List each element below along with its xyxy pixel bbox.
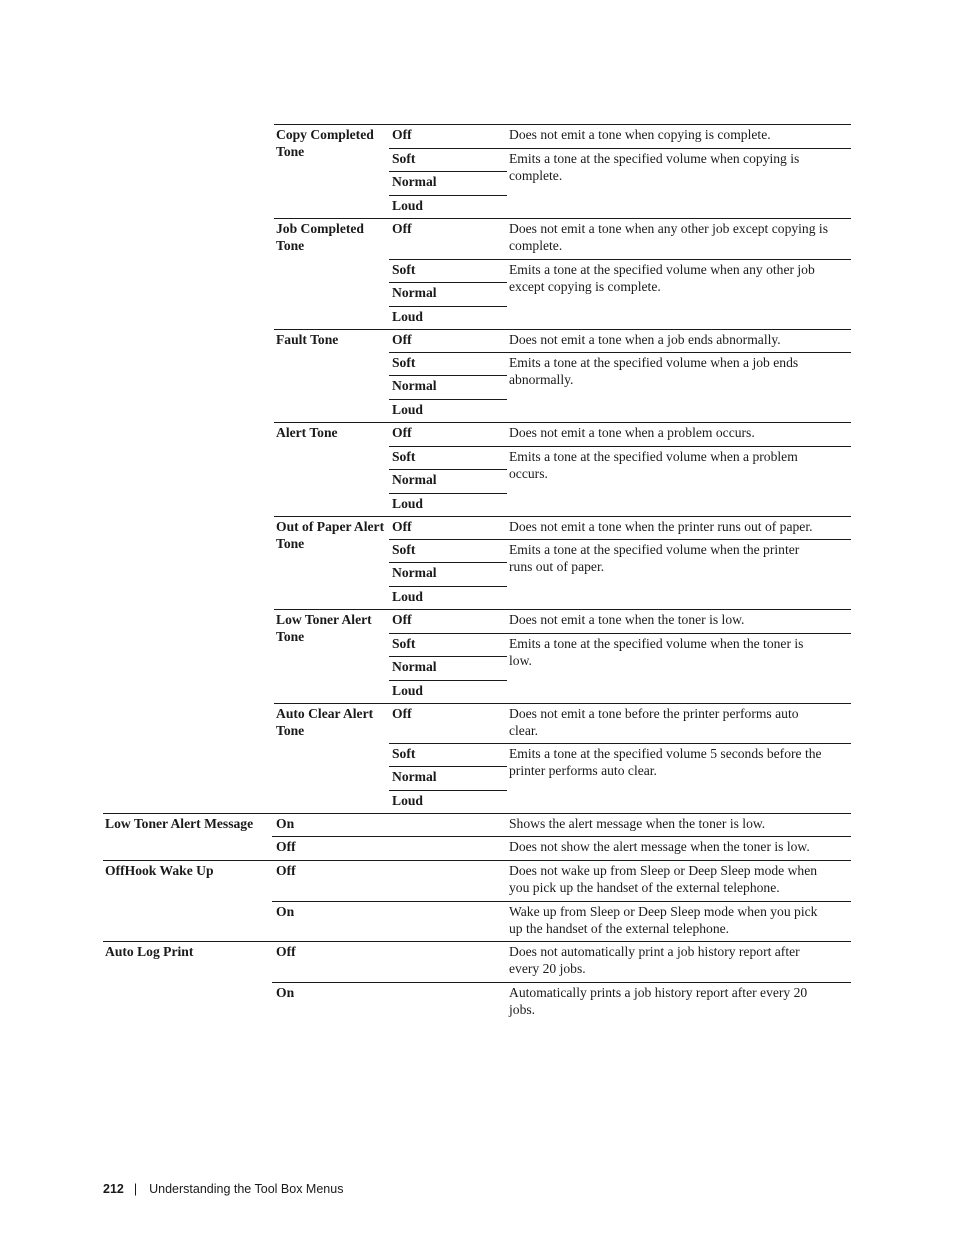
option-value: Soft [392,355,416,370]
option-description: Does not show the alert message when the toner is low. [509,839,810,854]
option-value: Normal [392,769,437,784]
option-value: Soft [392,542,416,557]
option-value: Soft [392,636,416,651]
option-value: Normal [392,659,437,674]
option-value: Soft [392,449,416,464]
setting-label: OffHook Wake Up [105,863,214,878]
option-description: Does not automatically print a job history report after every 20 jobs. [509,944,800,976]
option-row-separator [272,901,851,902]
option-value: Soft [392,262,416,277]
option-row-separator [389,586,507,587]
tone-group-separator [274,329,851,330]
option-description: Automatically prints a job history report after every 20 jobs. [509,985,808,1017]
option-description: Does not emit a tone when a job ends abnormally. [509,332,781,347]
option-row-separator [389,148,851,149]
option-row-separator [389,633,851,634]
option-value: Normal [392,285,437,300]
tone-setting-label: Auto Clear Alert Tone [276,706,374,738]
option-value: Soft [392,746,416,761]
option-description: Shows the alert message when the toner is low. [509,816,766,831]
option-value: Normal [392,378,437,393]
option-value: Off [392,221,412,236]
option-description: Emits a tone at the specified volume when copying is complete. [509,151,800,183]
option-description: Emits a tone at the specified volume when a problem occurs. [509,449,798,481]
option-row-separator [389,743,851,744]
option-row-separator [389,399,507,400]
option-value: Off [392,127,412,142]
option-value: Off [276,863,296,878]
option-description: Does not emit a tone when any other job except copying is complete. [509,221,828,253]
option-value: On [276,904,295,919]
option-description: Does not emit a tone when the printer runs out of paper. [509,519,813,534]
tone-setting-label: Copy Completed Tone [276,127,374,159]
option-value: Normal [392,472,437,487]
page-footer [103,1181,343,1197]
option-description: Emits a tone at the specified volume 5 seconds before the printer performs auto clear. [509,746,822,778]
option-value: Normal [392,174,437,189]
option-value: Off [392,332,412,347]
option-row-separator [389,493,507,494]
option-value: On [276,985,295,1000]
option-description: Does not emit a tone before the printer performs auto clear. [509,706,799,738]
footer-separator: | [133,1182,138,1196]
option-value: Off [392,706,412,721]
option-row-separator [389,306,507,307]
option-description: Does not emit a tone when copying is complete. [509,127,771,142]
option-row-separator [389,469,507,470]
option-value: Loud [392,496,423,511]
tone-group-separator [274,422,851,423]
option-description: Emits a tone at the specified volume when the printer runs out of paper. [509,542,800,574]
tone-group-separator [274,218,851,219]
option-value: Normal [392,565,437,580]
option-description: Emits a tone at the specified volume when any other job except copying is complete. [509,262,815,294]
option-row-separator [389,446,851,447]
tone-setting-label: Alert Tone [276,425,338,440]
tone-group-separator [274,124,851,125]
option-row-separator [389,656,507,657]
option-value: Off [276,944,296,959]
tone-group-separator [274,516,851,517]
option-value: Loud [392,683,423,698]
option-row-separator [389,259,851,260]
option-value: Loud [392,309,423,324]
option-value: Off [392,425,412,440]
tone-setting-label: Out of Paper Alert Tone [276,519,385,551]
setting-label: Auto Log Print [105,944,194,959]
option-row-separator [389,352,851,353]
option-row-separator [272,836,851,837]
tone-setting-label: Job Completed Tone [276,221,364,253]
option-value: Soft [392,151,416,166]
option-row-separator [389,375,507,376]
option-description: Wake up from Sleep or Deep Sleep mode when you pick up the handset of the external telephone. [509,904,818,936]
option-value: Loud [392,793,423,808]
option-value: Off [276,839,296,854]
tone-setting-label: Fault Tone [276,332,339,347]
option-description: Emits a tone at the specified volume when a job ends abnormally. [509,355,799,387]
tone-group-separator [274,609,851,610]
footer-section-title: Understanding the Tool Box Menus [149,1182,344,1196]
option-row-separator [389,195,507,196]
setting-separator [103,941,851,942]
option-description: Emits a tone at the specified volume when the toner is low. [509,636,804,668]
option-value: On [276,816,295,831]
setting-separator [103,860,851,861]
option-description: Does not emit a tone when a problem occurs. [509,425,755,440]
option-row-separator [389,680,507,681]
setting-label: Low Toner Alert Message [105,816,254,831]
option-description: Does not emit a tone when the toner is low. [509,612,745,627]
option-row-separator [389,562,507,563]
page-number: 212 [103,1182,124,1196]
option-row-separator [389,766,507,767]
option-value: Loud [392,402,423,417]
setting-separator [103,813,851,814]
option-value: Loud [392,198,423,213]
option-row-separator [389,171,507,172]
option-row-separator [389,539,851,540]
option-value: Loud [392,589,423,604]
option-row-separator [389,790,507,791]
option-description: Does not wake up from Sleep or Deep Sleep mode when you pick up the handset of the external telephone. [509,863,818,895]
tone-setting-label: Low Toner Alert Tone [276,612,372,644]
option-row-separator [389,282,507,283]
tone-group-separator [274,703,851,704]
option-row-separator [272,982,851,983]
option-value: Off [392,519,412,534]
option-value: Off [392,612,412,627]
